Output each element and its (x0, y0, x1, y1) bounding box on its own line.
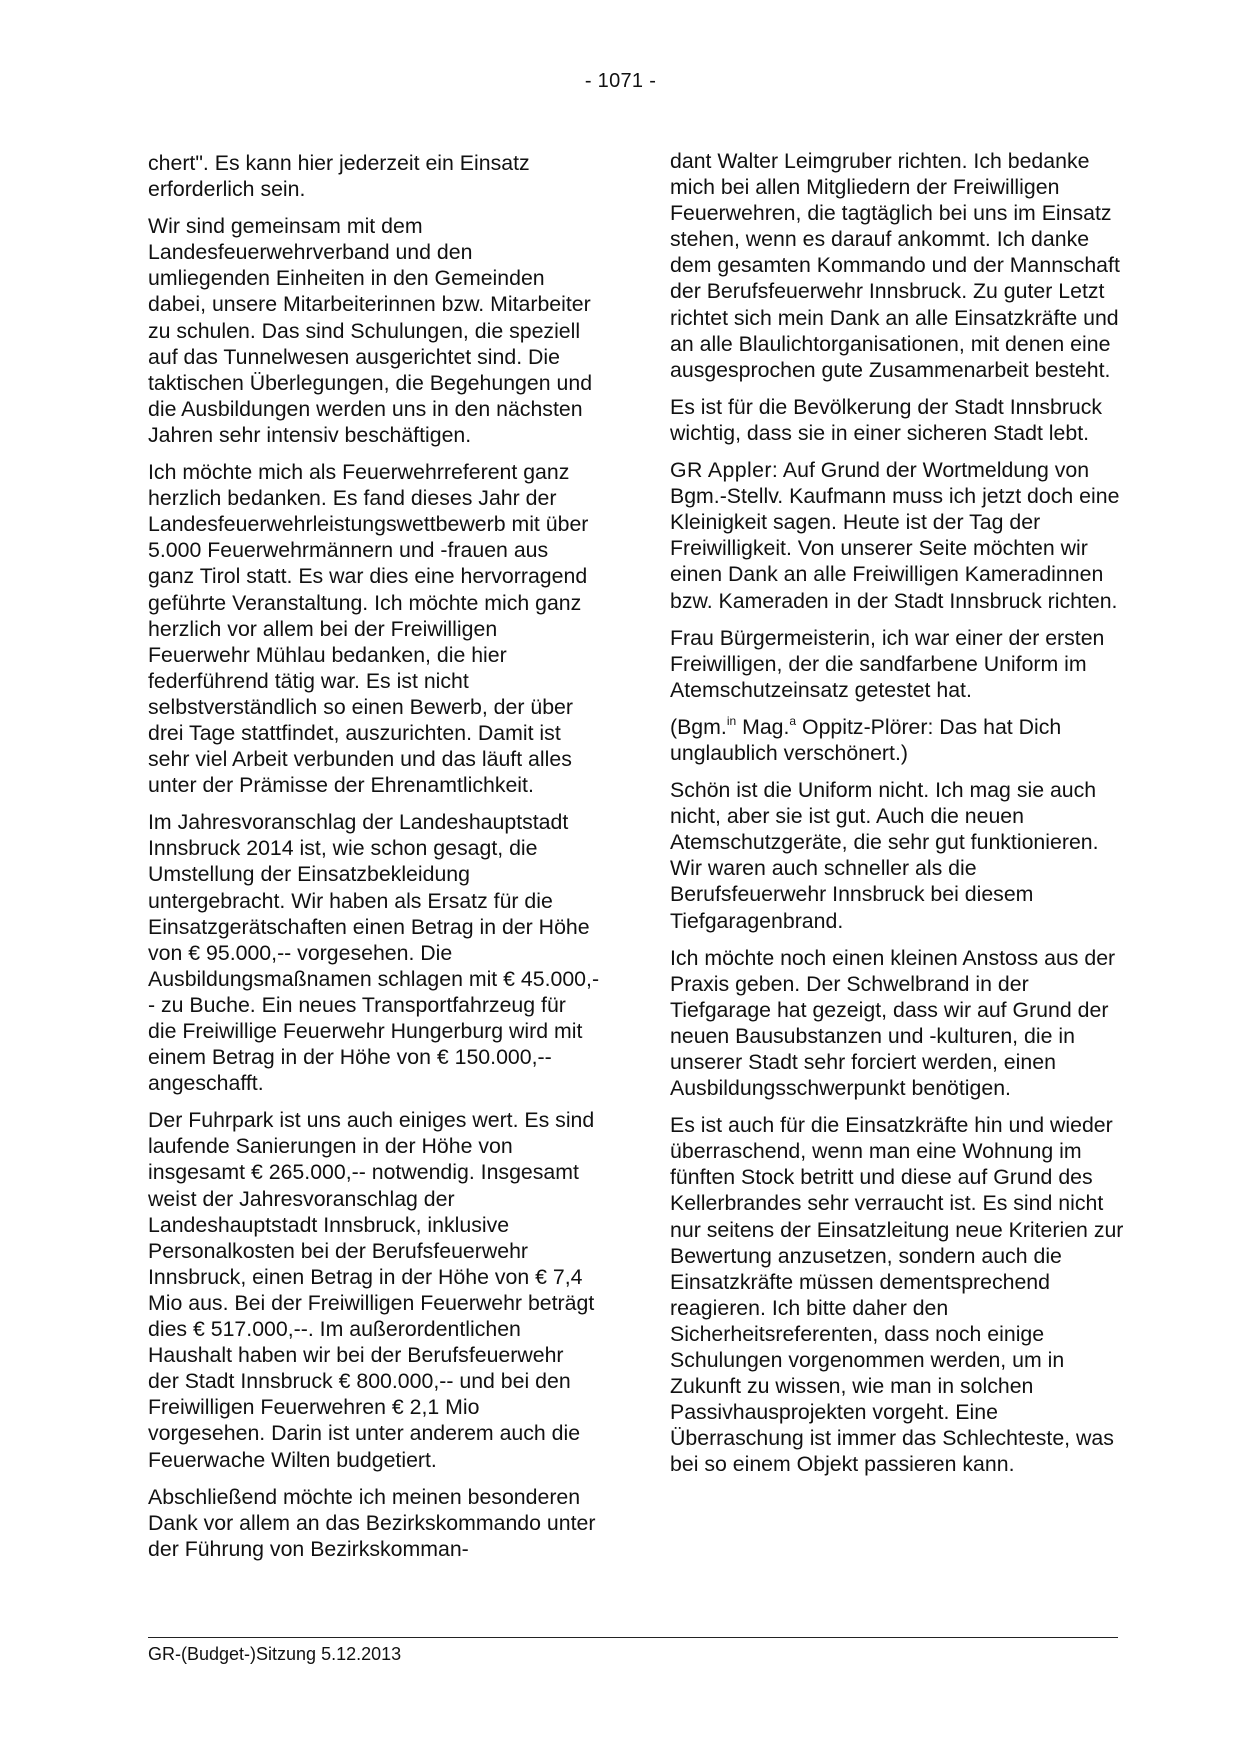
paragraph: Es ist für die Bevölkerung der Stadt Innsbruck wichtig, dass sie in einer sicheren Stadt lebt. (670, 394, 1103, 445)
speaker-name: GR Appler: (670, 458, 779, 483)
interjection-part: Mag. (736, 714, 790, 739)
paragraph: Ich möchte noch einen kleinen Anstoss aus der Praxis geben. Der Schwelbrand in der Tiefgarage hat gezeigt, dass wir auf Grund der neuen Bausubstanzen und -kulturen, die in unserer Stadt sehr forciert werden, einen Ausbildungsschwerpunkt benötigen. (670, 945, 1116, 1101)
page-number: - 1071 - (584, 70, 657, 92)
paragraph: dant Walter Leimgruber richten. Ich bedanke mich bei allen Mitgliedern der Freiwilligen Feuerwehren, die tagtäglich bei uns im Einsatz stehen, wenn es darauf ankommt. Ich danke dem gesamten Kommando und der Mannschaft der Berufsfeuerwehr Innsbruck. Zu guter Letzt richtet sich mein Dank an alle Einsatzkräfte und an alle Blaulichtorganisationen, mit denen eine ausgesprochen gute Zusammenarbeit besteht. (670, 149, 1120, 382)
left-column (148, 150, 600, 1573)
paragraph: Ich möchte mich als Feuerwehrreferent ganz herzlich bedanken. Es fand dieses Jahr der Landesfeuerwehrleistungswettbewerb mit über 5.000 Feuerwehrmännern und -frauen aus ganz Tirol statt. Es war dies eine hervorragend geführte Veranstaltung. Ich möchte mich ganz herzlich vor allem bei der Freiwilligen Feuerwehr Mühlau bedanken, die hier federführend tätig war. Es ist nicht selbstverständlich so einen Bewerb, der über drei Tage stattfindet, auszurichten. Damit ist sehr viel Arbeit verbunden und das läuft alles unter der Prämisse der Ehrenamtlichkeit. (148, 460, 589, 798)
right-column (670, 148, 1130, 1489)
interjection-part: (Bgm. (670, 714, 727, 739)
speech-paragraph (670, 457, 1130, 614)
paragraph: Im Jahresvoranschlag der Landeshauptstadt Innsbruck 2014 ist, wie schon gesagt, die Umstellung der Einsatzbekleidung untergebracht. Wir haben als Ersatz für die Einsatzgerätschaften einen Betrag in der Höhe von € 95.000,-- vorgesehen. Die Ausbildungsmaßnamen schlagen mit € 45.000,-- zu Buche. Ein neues Transportfahrzeug für die Freiwillige Feuerwehr Hungerburg wird mit einem Betrag in der Höhe von € 150.000,-- angeschafft. (148, 810, 600, 1096)
superscript: a (789, 713, 797, 728)
paragraph: Frau Bürgermeisterin, ich war einer der ersten Freiwilligen, der die sandfarbene Uniform im Atemschutzeinsatz getestet hat. (670, 625, 1105, 702)
superscript: in (726, 713, 737, 728)
interjection-part: Oppitz-Plörer: Das hat Dich unglaublich verschönert.) (670, 714, 1062, 765)
footer-text: GR-(Budget-)Sitzung 5.12.2013 (148, 1644, 402, 1664)
interjection-paragraph (670, 714, 1130, 766)
paragraph: Wir sind gemeinsam mit dem Landesfeuerwehrverband und den umliegenden Einheiten in den Gemeinden dabei, unsere Mitarbeiterinnen bzw. Mitarbeiter zu schulen. Das sind Schulungen, die speziell auf das Tunnelwesen ausgerichtet sind. Die taktischen Überlegungen, die Begehungen und die Ausbildungen werden uns in den nächsten Jahren sehr intensiv beschäftigen. (148, 214, 593, 447)
paragraph: Abschließend möchte ich meinen besonderen Dank vor allem an das Bezirkskommando unter der Führung von Bezirkskomman- (148, 1484, 596, 1561)
paragraph: Schön ist die Uniform nicht. Ich mag sie auch nicht, aber sie ist gut. Auch die neuen Atemschutzgeräte, die sehr gut funktionieren. Wir waren auch schneller als die Berufsfeuerwehr Innsbruck bei diesem Tiefgaragenbrand. (670, 778, 1099, 933)
speech-text: Auf Grund der Wortmeldung von Bgm.-Stellv. Kaufmann muss ich jetzt doch eine Kleinigkeit sagen. Heute ist der Tag der Freiwilligkeit. Von unserer Seite möchten wir einen Dank an alle Freiwilligen Kameradinnen bzw. Kameraden in der Stadt Innsbruck richten. (670, 458, 1120, 613)
paragraph: chert". Es kann hier jederzeit ein Einsatz erforderlich sein. (148, 151, 530, 202)
paragraph: Es ist auch für die Einsatzkräfte hin und wieder überraschend, wenn man eine Wohnung im fünften Stock betritt und diese auf Grund des Kellerbrandes sehr verraucht ist. Es sind nicht nur seitens der Einsatzleitung neue Kriterien zur Bewertung anzusetzen, sondern auch die Einsatzkräfte müssen dementsprechend reagieren. Ich bitte daher den Sicherheitsreferenten, dass noch einige Schulungen vorgenommen werden, um in Zukunft zu wissen, wie man in solchen Passivhausprojekten vorgeht. Eine Überraschung ist immer das Schlechteste, was bei so einem Objekt passieren kann. (670, 1113, 1124, 1477)
paragraph: Der Fuhrpark ist uns auch einiges wert. Es sind laufende Sanierungen in der Höhe von insgesamt € 265.000,-- notwendig. Insgesamt weist der Jahresvoranschlag der Landeshauptstadt Innsbruck, inklusive Personalkosten bei der Berufsfeuerwehr Innsbruck, einen Betrag in der Höhe von € 7,4 Mio aus. Bei der Freiwilligen Feuerwehr beträgt dies € 517.000,--. Im außerordentlichen Haushalt haben wir bei der Berufsfeuerwehr der Stadt Innsbruck € 800.000,-- und bei den Freiwilligen Feuerwehren € 2,1 Mio vorgesehen. Darin ist unter anderem auch die Feuerwache Wilten budgetiert. (148, 1108, 595, 1472)
footer-divider (148, 1637, 1118, 1638)
